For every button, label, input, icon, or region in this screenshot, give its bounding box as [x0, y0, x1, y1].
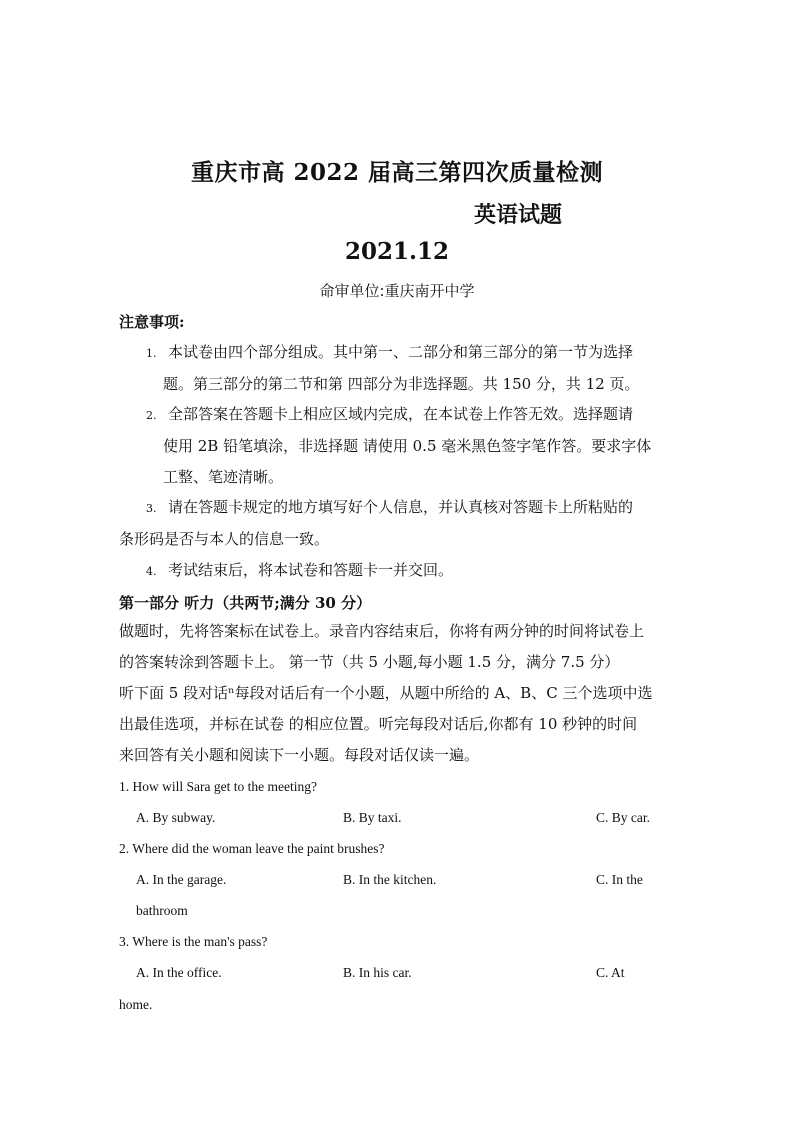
option-c-continued: home. — [119, 997, 153, 1012]
option-a: A. By subway. — [136, 810, 216, 825]
exam-unit: 命审单位:重庆南开中学 — [319, 282, 475, 300]
notice-item-number: 4. — [146, 565, 157, 578]
notice-item-text: 全部答案在答题卡上相应区域内完成，在本试卷上作答无效。选择题请 — [168, 405, 634, 423]
notice-item-text: 考试结束后，将本试卷和答题卡一并交回。 — [168, 561, 454, 579]
part1-directions — [119, 678, 679, 771]
question-1: 1. How will Sara get to the meeting? — [119, 779, 317, 794]
part1-title: 第一部分 听力（共两节;满分 30 分） — [119, 594, 372, 612]
option-b: B. By taxi. — [343, 810, 402, 825]
direction-line: 听下面 5 段对话ⁿ每段对话后有一个小题，从题中所给的 A、B、C 三个选项中选 — [119, 684, 653, 702]
question-2: 2. Where did the woman leave the paint brushes? — [119, 841, 385, 856]
option-a: A. In the garage. — [136, 872, 227, 887]
instruction-line: 做题时，先将答案标在试卷上。录音内容结束后，你将有两分钟的时间将试卷上 — [119, 622, 645, 640]
notice-item-text: 工整、笔迹清晰。 — [163, 468, 284, 486]
notice-item-text: 条形码是否与本人的信息一致。 — [119, 530, 330, 548]
notice-item-text: 本试卷由四个部分组成。其中第一、二部分和第三部分的第一节为选择 — [168, 343, 634, 361]
direction-line: 来回答有关小题和阅读下一小题。每段对话仅读一遍。 — [119, 746, 480, 764]
notice-item-text: 题。第三部分的第二节和第 四部分为非选择题。共 150 分，共 12 页。 — [163, 375, 640, 393]
exam-subject: 英语试题 — [474, 202, 563, 228]
notice-item — [146, 555, 676, 587]
option-c: C. By car. — [596, 810, 650, 825]
notice-item-text: 使用 2B 铅笔填涂，非选择题 请使用 0.5 毫米黑色签字笔作答。要求字体 — [163, 437, 652, 455]
notice-heading: 注意事项: — [119, 313, 185, 331]
exam-date: 2021.12 — [344, 238, 450, 265]
option-c-continued: bathroom — [136, 903, 188, 918]
option-b: B. In the kitchen. — [343, 872, 437, 887]
notice-item — [119, 492, 676, 555]
notice-item-number: 2. — [146, 409, 157, 422]
exam-title: 重庆市高 2022 届高三第四次质量检测 — [190, 159, 604, 186]
part1-instructions — [119, 616, 679, 678]
instruction-line: 的答案转涂到答题卡上。 第一节（共 5 小题,每小题 1.5 分，满分 7.5 分） — [119, 653, 620, 671]
notice-item-text: 请在答题卡规定的地方填写好个人信息，并认真核对答题卡上所粘贴的 — [168, 498, 634, 516]
notice-item-number: 1. — [146, 347, 157, 360]
notice-item-number: 3. — [146, 502, 157, 515]
option-b: B. In his car. — [343, 965, 412, 980]
option-c: C. At — [596, 965, 625, 980]
direction-line: 出最佳选项，并标在试卷 的相应位置。听完每段对话后,你都有 10 秒钟的时间 — [119, 715, 638, 733]
option-c: C. In the — [596, 872, 643, 887]
notice-item — [146, 337, 676, 400]
notice-item — [146, 399, 676, 493]
option-a: A. In the office. — [136, 965, 222, 980]
question-3: 3. Where is the man's pass? — [119, 934, 268, 949]
